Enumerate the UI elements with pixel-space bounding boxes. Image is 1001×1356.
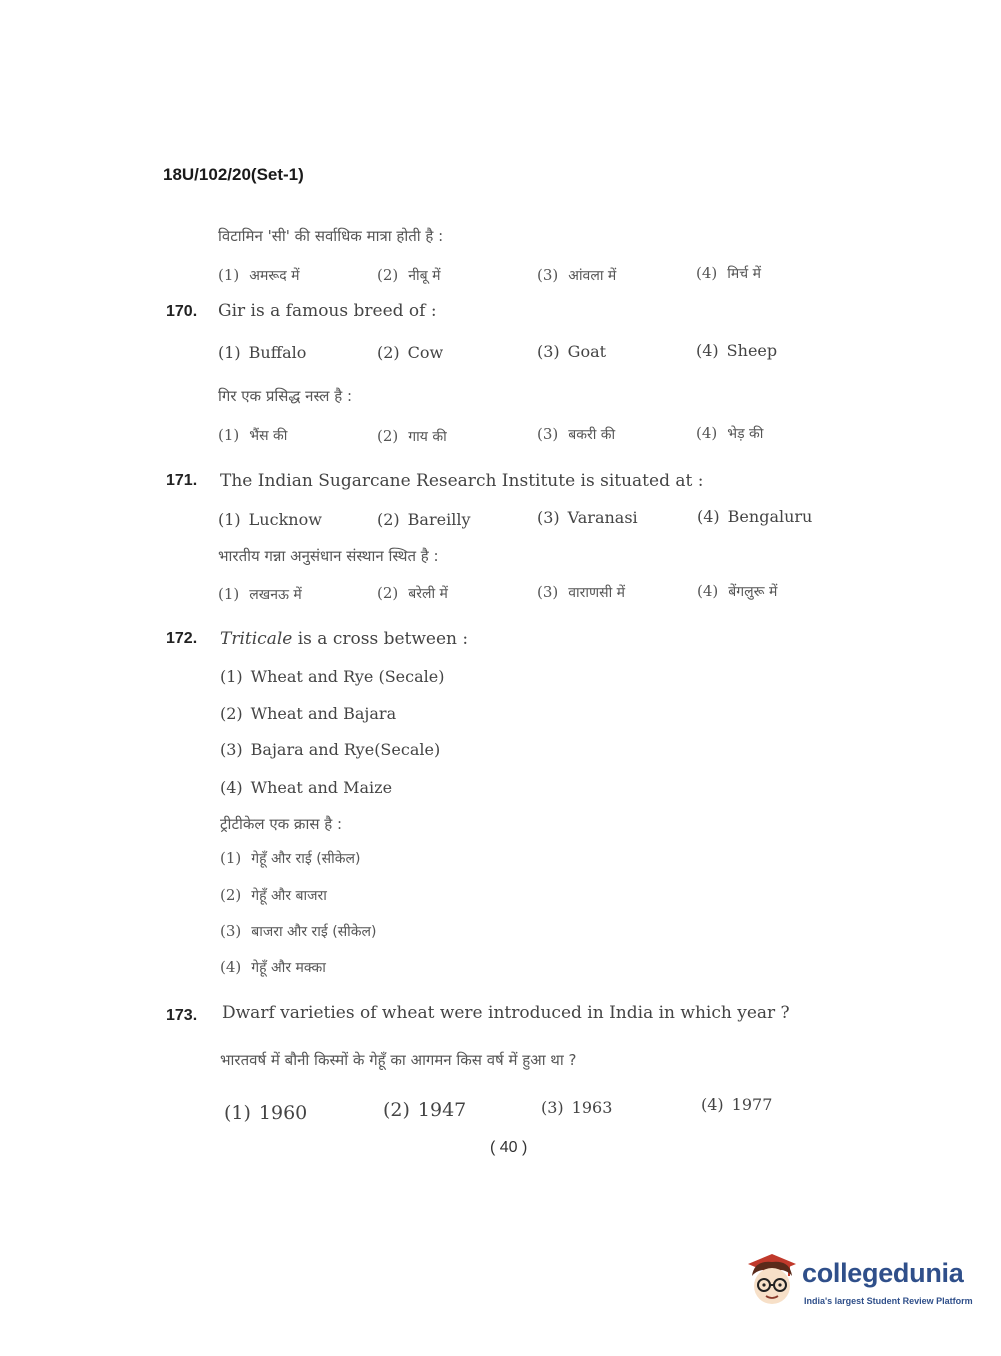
q172-option-2-hi: (2) गेहूँ और बाजरा: [220, 886, 327, 904]
q169-option-4-hi: (4) मिर्च में: [696, 264, 761, 282]
q169-question-hi: विटामिन 'सी' की सर्वाधिक मात्रा होती है :: [218, 227, 444, 245]
q171-option-2-en: (2) Bareilly: [377, 510, 471, 529]
q172-option-3-en: (3) Bajara and Rye(Secale): [220, 740, 441, 759]
q171-option-4-hi: (4) बेंगलुरू में: [697, 582, 778, 600]
q170-option-2-hi: (2) गाय की: [377, 427, 447, 445]
q170-option-3-en: (3) Goat: [537, 342, 607, 361]
collegedunia-logo[interactable]: [742, 1250, 972, 1320]
q171-option-2-hi: (2) बरेली में: [377, 584, 448, 602]
q170-question-en: Gir is a famous breed of :: [218, 301, 437, 321]
q170-option-3-hi: (3) बकरी की: [537, 425, 616, 443]
q170-option-4-hi: (4) भेड़ की: [696, 424, 764, 442]
q173-option-2: (2) 1947: [383, 1099, 467, 1121]
q173-question-hi: भारतवर्ष में बौनी किस्मों के गेहूँ का आगमन किस वर्ष में हुआ था ?: [220, 1051, 577, 1069]
paper-code: 18U/102/20(Set-1): [163, 165, 304, 184]
q170-option-2-en: (2) Cow: [377, 343, 444, 362]
q169-option-3-hi: (3) आंवला में: [537, 266, 617, 284]
q172-question-hi: ट्रीटीकेल एक क्रास है :: [220, 815, 343, 833]
q172-option-1-en: (1) Wheat and Rye (Secale): [220, 667, 445, 686]
page-number: ( 40 ): [490, 1139, 528, 1156]
q170-option-1-en: (1) Buffalo: [218, 343, 307, 362]
q171-number: 171.: [166, 472, 198, 489]
q171-question-en: The Indian Sugarcane Research Institute is situated at :: [220, 471, 704, 491]
q172-option-3-hi: (3) बाजरा और राई (सीकेल): [220, 922, 377, 940]
q173-option-3: (3) 1963: [541, 1098, 613, 1117]
q170-question-hi: गिर एक प्रसिद्ध नस्ल है :: [218, 387, 353, 405]
q169-option-1-hi: (1) अमरूद में: [218, 266, 300, 284]
q171-option-3-hi: (3) वाराणसी में: [537, 583, 626, 601]
q171-option-1-hi: (1) लखनऊ में: [218, 585, 302, 603]
q172-option-4-hi: (4) गेहूँ और मक्का: [220, 958, 326, 976]
q170-option-4-en: (4) Sheep: [696, 341, 778, 360]
q172-option-4-en: (4) Wheat and Maize: [220, 778, 393, 797]
q170-option-1-hi: (1) भैंस की: [218, 426, 288, 444]
q171-option-3-en: (3) Varanasi: [537, 508, 638, 527]
logo-brand: collegedunia: [802, 1258, 964, 1288]
q171-option-1-en: (1) Lucknow: [218, 510, 322, 529]
q173-option-4: (4) 1977: [701, 1095, 773, 1114]
mascot-icon: [742, 1250, 802, 1310]
q170-number: 170.: [166, 303, 198, 320]
q172-option-2-en: (2) Wheat and Bajara: [220, 704, 397, 723]
logo-tagline: India's largest Student Review Platform: [804, 1296, 973, 1306]
q171-question-hi: भारतीय गन्ना अनुसंधान संस्थान स्थित है :: [218, 547, 439, 565]
q173-question-en: Dwarf varieties of wheat were introduced in India in which year ?: [222, 1003, 790, 1023]
q173-number: 173.: [166, 1007, 198, 1024]
q169-option-2-hi: (2) नीबू में: [377, 266, 441, 284]
q173-option-1: (1) 1960: [224, 1102, 308, 1124]
q172-question-en: Triticale is a cross between :: [220, 629, 469, 649]
q172-number: 172.: [166, 630, 198, 647]
q171-option-4-en: (4) Bengaluru: [697, 507, 813, 526]
q172-option-1-hi: (1) गेहूँ और राई (सीकेल): [220, 849, 361, 867]
